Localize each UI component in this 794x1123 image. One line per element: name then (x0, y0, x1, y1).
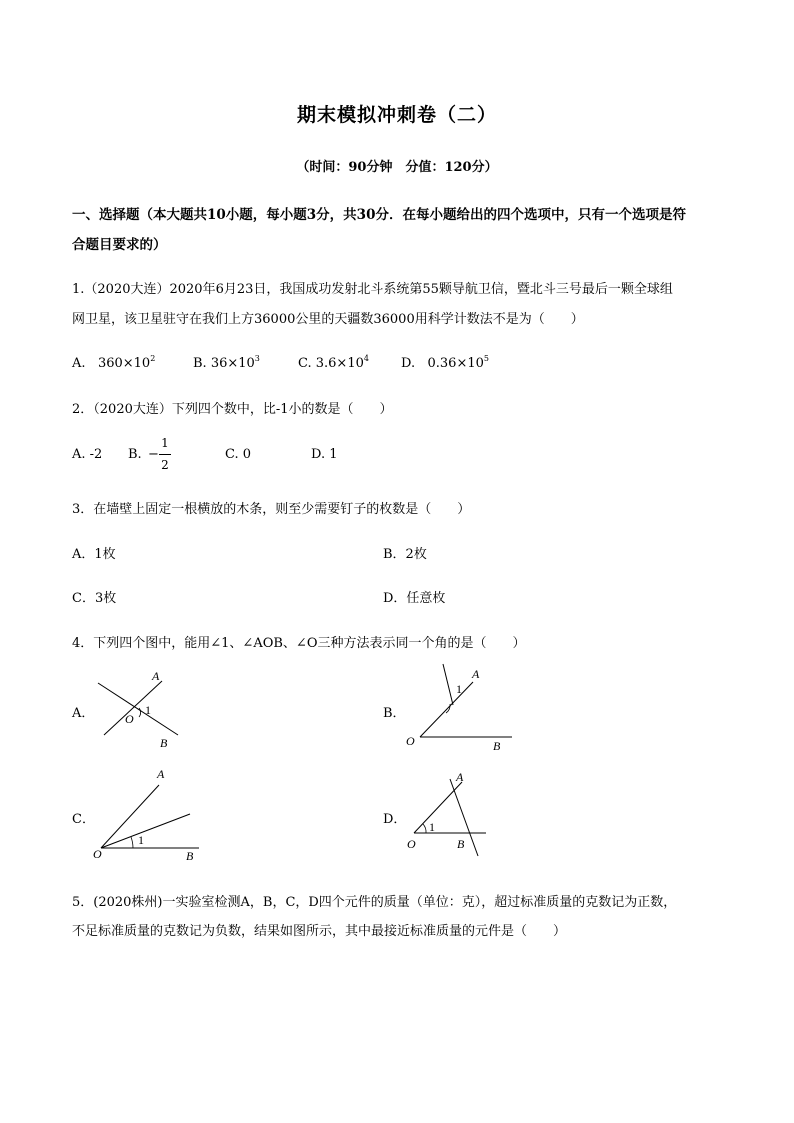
fig-b-label-1: 1 (456, 682, 462, 696)
q4-figure-b (400, 660, 520, 755)
fig-a-label-a: A (152, 669, 160, 683)
fig-b-label-a: A (472, 667, 480, 681)
q1-option-a-label: A. (72, 356, 86, 371)
q3-stem: 3．在墙壁上固定一根横放的木条，则至少需要钉子的枚数是（ ） (72, 502, 471, 517)
q4-figure-c (90, 765, 210, 865)
fig-c-label-b: B (186, 849, 194, 863)
q2-fraction-bar (159, 454, 171, 455)
q1-stem-line1: 1.（2020大连）2020年6月23日，我国成功发射北斗系统第55颗导航卫信，暨北斗三号最后一颗全球组 (72, 282, 673, 297)
q2-option-c: C. 0 (225, 447, 252, 462)
q1-option-c-exp: 4 (363, 354, 369, 363)
q4-figure-d (400, 765, 500, 865)
fig-b-ray-oa (420, 682, 473, 737)
exam-info: （时间：90分钟 分值：120分） (296, 160, 498, 175)
fig-c-label-1: 1 (138, 833, 144, 847)
fig-b-extra-ray (443, 664, 453, 705)
fig-b-label-o: O (406, 734, 415, 748)
q2-option-b-denominator: 2 (161, 458, 169, 472)
fig-a-ray-oa (104, 681, 162, 735)
q2-option-b-numerator: 1 (161, 436, 169, 450)
q1-option-a (72, 354, 155, 371)
fig-b-label-b: B (493, 739, 501, 753)
q2-stem: 2．（2020大连）下列四个数中，比-1小的数是（ ） (72, 402, 393, 417)
fig-a-label-b: B (160, 736, 168, 750)
q3-option-d: D．任意枚 (383, 591, 446, 606)
q4-option-b: B． (383, 706, 406, 721)
fig-a-ray-ob (98, 683, 178, 735)
page-title: 期末模拟冲刺卷（二） (296, 104, 497, 126)
fig-c-label-a: A (157, 767, 165, 781)
q4-option-a: A． (72, 706, 95, 721)
q2-option-b-label: B. (128, 447, 142, 462)
fig-c-middle-ray (101, 814, 190, 848)
q3-option-a: A．1枚 (72, 547, 116, 562)
q1-option-d-label: D. (401, 356, 416, 371)
q1-option-a-base: 360×10 (97, 356, 151, 371)
fig-a-label-1: 1 (145, 703, 151, 717)
fig-d-label-o: O (407, 837, 416, 851)
q1-option-b (193, 354, 260, 371)
q1-option-b-base: B. 36×10 (193, 356, 255, 371)
fig-d-ray-oa (414, 782, 462, 833)
q5-stem-line1: 5．(2020株州)一实验室检测A，B，C，D四个元件的质量（单位：克），超过标准质量的克数记为正数， (72, 895, 677, 910)
q1-option-d (401, 354, 489, 371)
fig-c-label-o: O (93, 847, 102, 861)
section-heading-line1: 一、选择题（本大题共10小题，每小题3分，共30分．在每小题给出的四个选项中，只有一个选项是符 (72, 207, 686, 223)
q4-option-d: D． (383, 812, 407, 827)
q2-option-d: D. 1 (311, 447, 338, 462)
fig-a-label-o: O (125, 712, 134, 726)
q3-option-b: B．2枚 (383, 547, 427, 562)
q4-option-c: C． (72, 812, 95, 827)
q4-figure-a (90, 665, 200, 755)
section-heading-line2: 合题目要求的） (72, 237, 167, 253)
fig-d-label-a: A (456, 770, 464, 784)
fig-d-label-b: B (457, 837, 465, 851)
q2-option-b-minus: − (148, 447, 159, 462)
fig-c-ray-oa (101, 785, 159, 848)
fig-d-angle-arc (423, 824, 426, 833)
fig-d-label-1: 1 (429, 820, 435, 834)
q1-option-d-base: 0.36×10 (427, 356, 484, 371)
q1-option-a-exp: 2 (150, 354, 156, 363)
q3-option-c: C．3枚 (72, 591, 117, 606)
q2-option-a: A. -2 (72, 447, 103, 462)
q1-option-c (298, 354, 369, 371)
q1-stem-line2: 网卫星，该卫星驻守在我们上方36000公里的天疆数36000用科学计数法不是为（ ） (72, 312, 584, 327)
q1-option-b-exp: 3 (254, 354, 260, 363)
q4-stem: 4．下列四个图中，能用∠1、∠AOB、∠O三种方法表示同一个角的是（ ） (72, 636, 526, 651)
q5-stem-line2: 不足标准质量的克数记为负数，结果如图所示，其中最接近标准质量的元件是（ ） (72, 924, 567, 939)
fig-c-angle-arc (131, 837, 133, 848)
q1-option-d-exp: 5 (483, 354, 489, 363)
q1-option-c-base: C. 3.6×10 (298, 356, 364, 371)
